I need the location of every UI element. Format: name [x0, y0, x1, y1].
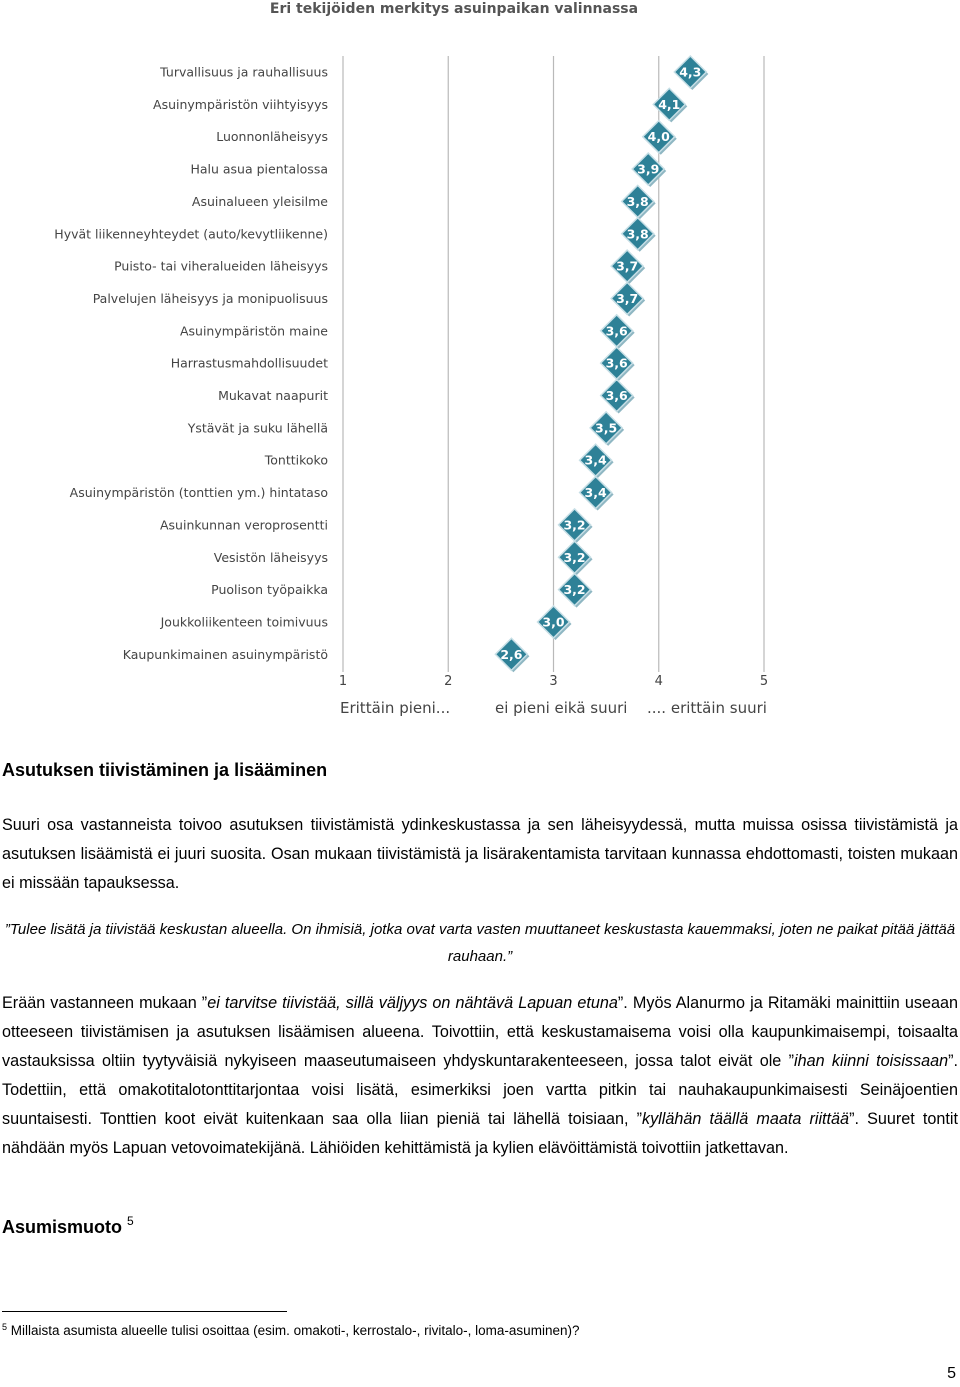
paragraph-2	[2, 989, 958, 1163]
footnote	[2, 1322, 579, 1338]
p2-text: Erään vastanneen mukaan ”	[2, 994, 208, 1012]
p2-quote-1: ei tarvitse tiivistää, sillä väljyys on nähtävä Lapuan etuna	[207, 994, 618, 1012]
scale-label-high: .... erittäin suuri	[647, 699, 767, 717]
data-points	[495, 56, 708, 672]
footnote-reference[interactable]: 5	[127, 1214, 134, 1228]
data-point	[601, 380, 635, 414]
data-label: 3,2	[563, 582, 586, 598]
footnote-number: 5	[2, 1322, 8, 1332]
data-point	[632, 153, 666, 187]
page-number: 5	[947, 1365, 956, 1382]
scale-labels	[340, 699, 767, 717]
data-label: 3,0	[542, 614, 565, 630]
data-point	[580, 444, 614, 478]
category-label: Ystävät ja suku lähellä	[187, 420, 328, 436]
category-label: Asuinalueen yleisilme	[191, 193, 328, 209]
chart-title: Eri tekijöiden merkitys asuinpaikan valinnassa	[269, 1, 639, 17]
data-label: 3,8	[626, 193, 649, 209]
data-label: 4,3	[679, 64, 702, 80]
data-label: 4,1	[658, 96, 681, 112]
category-label: Puisto- tai viheralueiden läheisyys	[114, 258, 328, 274]
data-label: 4,0	[647, 129, 670, 145]
scale-label-mid: ei pieni eikä suuri	[495, 699, 628, 717]
scale-label-low: Erittäin pieni...	[340, 699, 451, 717]
x-tick-label: 1	[338, 674, 348, 689]
asumismuoto-heading	[2, 1214, 134, 1238]
p2-text: ”. Todettiin, että omakotitalotonttitarjontaa voisi lisätä, esimerkiksi joen vartta pitkin tai nauhakaupunkimaisesti Seinäjoentien suuntaisesti. Tonttien koot eivät kuitenkaan saa olla liian pieniä tai lähellä toisiaan, ”	[2, 1052, 958, 1128]
p2-quote-2: ihan kiinni toisissaan	[794, 1052, 949, 1070]
data-point	[559, 574, 593, 608]
category-label: Halu asua pientalossa	[190, 161, 328, 177]
data-label: 3,9	[637, 161, 660, 177]
data-point	[538, 606, 572, 640]
data-label: 3,8	[626, 226, 649, 242]
data-point	[622, 185, 656, 219]
asumismuoto-title: Asumismuoto	[2, 1217, 123, 1237]
data-label: 3,4	[584, 452, 607, 468]
data-point	[611, 282, 645, 316]
category-label: Luonnonläheisyys	[216, 129, 328, 145]
data-label: 3,2	[563, 517, 586, 533]
x-tick-label: 5	[759, 674, 769, 689]
category-label: Tonttikoko	[264, 452, 328, 468]
data-label: 3,6	[605, 388, 628, 403]
p2-text: ”. Myös Alanurmo ja Ritamäki mainittiin useaan otteeseen tiivistämisen ja asutuksen lisäämisen alueena. Toivottiin, että keskustamaisema voisi olla kaupunkimaisempi, toisaalta vastauksissa oltiin tyytyväisiä nykyiseen maaseutumaiseen yhdyskuntarakenteeseen, jossa talot eivät ole ”	[2, 994, 958, 1070]
data-point	[611, 250, 645, 284]
category-label: Palvelujen läheisyys ja monipuolisuus	[92, 290, 328, 306]
category-label: Asuinympäristön (tonttien ym.) hintataso	[69, 485, 328, 501]
category-label: Vesistön läheisyys	[213, 549, 328, 565]
category-label: Asuinympäristön viihtyisyys	[153, 96, 328, 112]
data-label: 2,6	[500, 646, 523, 662]
x-tick-label: 2	[444, 674, 453, 689]
category-label: Harrastusmahdollisuudet	[170, 355, 328, 371]
data-label: 3,6	[605, 355, 628, 371]
footnote-text: Millaista asumista alueelle tulisi osoittaa (esim. omakoti-, kerrostalo-, rivitalo-, loma-asuminen)?	[7, 1323, 580, 1338]
category-labels	[54, 65, 328, 662]
data-point	[643, 121, 677, 155]
data-label: 3,7	[616, 290, 639, 306]
category-label: Asuinympäristön maine	[179, 323, 328, 339]
data-point	[674, 56, 708, 90]
data-point	[601, 347, 635, 381]
category-label: Mukavat naapurit	[218, 388, 328, 403]
data-point	[580, 477, 614, 511]
category-label: Joukkoliikenteen toimivuus	[160, 614, 328, 630]
data-label: 3,6	[605, 323, 628, 339]
chart-grid	[343, 56, 764, 672]
data-label: 3,5	[595, 420, 618, 436]
category-label: Hyvät liikenneyhteydet (auto/kevytliikenne)	[54, 226, 328, 242]
p2-quote-3: kyllähän täällä maata riittää	[641, 1110, 850, 1128]
footnote-divider	[2, 1311, 287, 1312]
quote: ”Tulee lisätä ja tiivistää keskustan alueella. On ihmisiä, jotka ovat varta vasten muuttaneet keskustasta kauemmaksi, joten ne paikat pitää jättää rauhaan.”	[4, 921, 956, 965]
x-tick-label: 4	[654, 674, 663, 689]
data-point	[622, 218, 656, 252]
category-label: Kaupunkimainen asuinympäristö	[122, 646, 328, 662]
data-label: 3,4	[584, 485, 607, 501]
category-label: Puolison työpaikka	[211, 582, 328, 598]
data-point	[590, 412, 624, 446]
data-point	[559, 509, 593, 543]
category-label: Asuinkunnan veroprosentti	[159, 517, 328, 533]
data-label: 3,2	[563, 549, 586, 565]
x-tick-labels	[339, 674, 768, 689]
p2-text: ”. Suuret tontit nähdään myös Lapuan vetovoimatekijänä. Lähiöiden kehittämistä ja kylien elävöittämistä toivottiin jatkettavan.	[2, 1110, 959, 1157]
data-label: 3,7	[616, 258, 639, 274]
section-heading: Asutuksen tiivistäminen ja lisääminen	[2, 760, 328, 780]
category-label: Turvallisuus ja rauhallisuus	[160, 64, 328, 80]
x-tick-label: 3	[549, 674, 558, 689]
data-point	[559, 541, 593, 575]
data-point	[601, 315, 635, 349]
data-point	[495, 638, 529, 672]
paragraph-1: Suuri osa vastanneista toivoo asutuksen tiivistämistä ydinkeskustassa ja sen läheisyydessä, mutta muissa osissa tiivistämistä ja asutuksen lisäämistä ei juuri suosita. Osan mukaan tiivistämistä ja lisärakentamista tarvitaan kunnassa ehdottomasti, toisten mukaan ei missään tapauksessa.	[2, 816, 958, 892]
